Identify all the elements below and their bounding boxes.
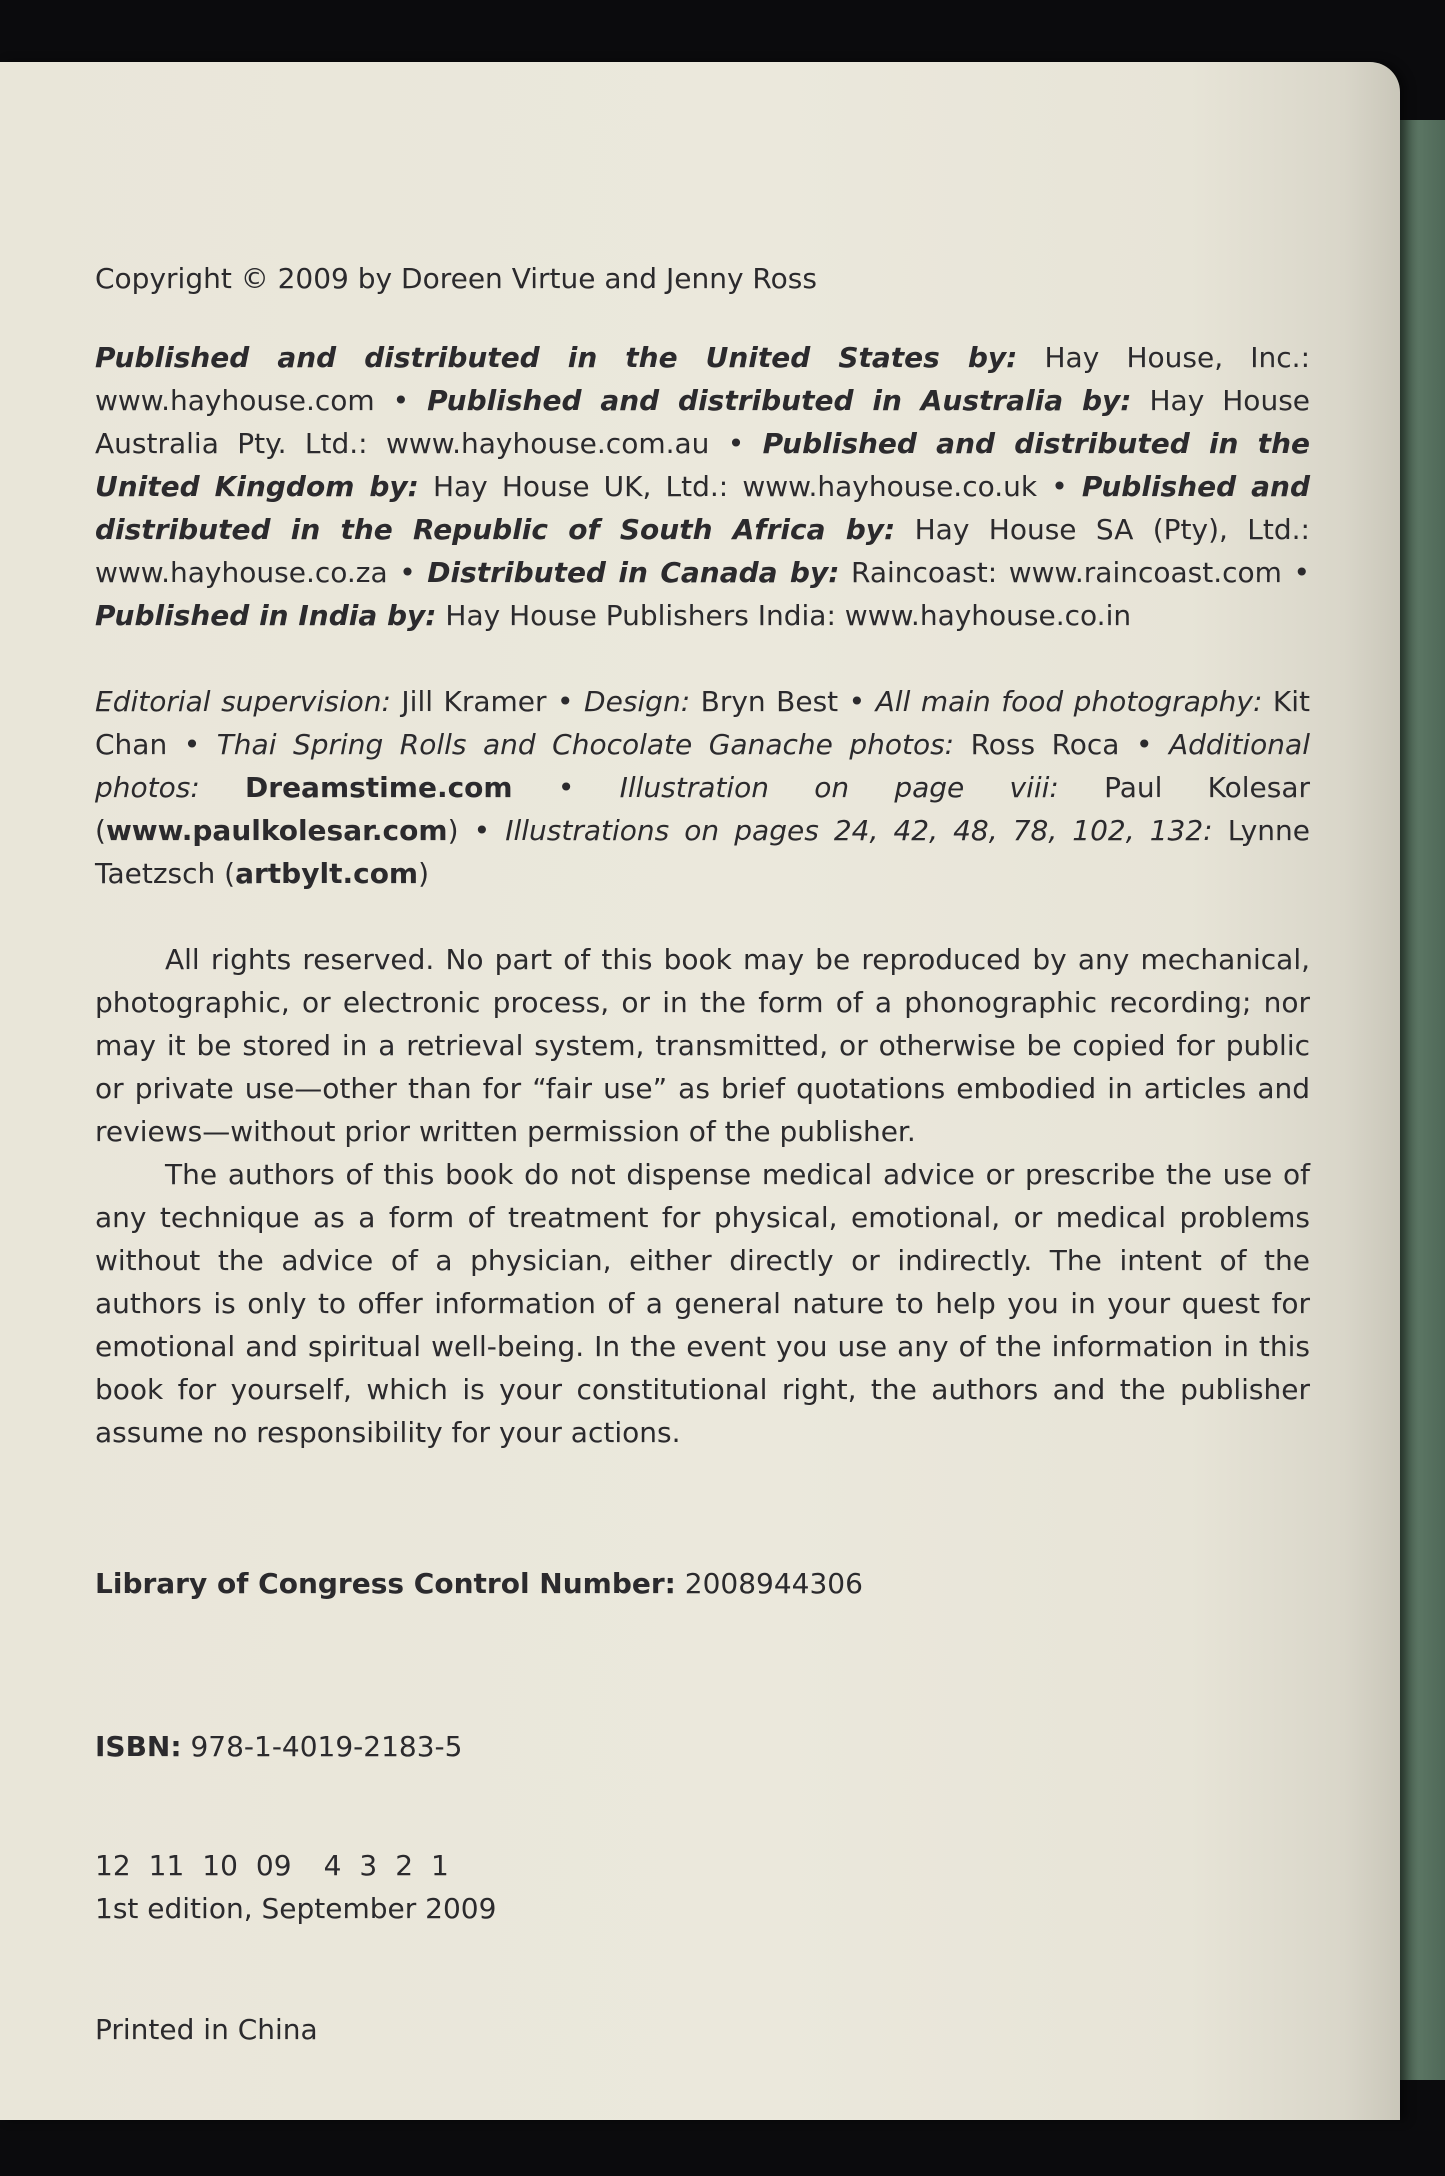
bullet: • <box>183 728 201 761</box>
isbn-line <box>95 1725 1310 1768</box>
editorial-label: Editorial supervision: <box>95 685 391 718</box>
edition-line: 1st edition, September 2009 <box>95 1892 497 1925</box>
year-number: 12 <box>95 1849 131 1882</box>
thai-photo-label: Thai Spring Rolls and Chocolate Ganache photos: <box>216 728 955 761</box>
distribution-paragraph <box>95 336 1310 637</box>
bullet: • <box>399 556 416 589</box>
printed-in-line: Printed in China <box>95 2013 318 2046</box>
us-value: Hay House, Inc.: www.hayhouse.com <box>95 341 1310 417</box>
copyright-line: Copyright © 2009 by Doreen Virtue and Jenny Ross <box>95 262 817 295</box>
loc-value: 2008944306 <box>675 1567 863 1600</box>
design-label: Design: <box>584 685 691 718</box>
za-value: Hay House SA (Pty), Ltd.: www.hayhouse.co.za <box>95 513 1310 589</box>
illustrations-link: artbylt.com <box>235 857 419 890</box>
impression-number: 1 <box>431 1849 449 1882</box>
bullet: • <box>557 771 575 804</box>
rights-paragraph: All rights reserved. No part of this book may be reproduced by any mechanical, photographic, or electronic process, or in the form of a phonographic recording; nor may it be stored in a retrieval system, transmitted, or otherwise be copied for public or private use—other than for “fair use” as brief quotations embodied in articles and reviews—without prior written permission of the publisher. <box>95 943 1310 1148</box>
au-label: Published and distributed in Australia by: <box>427 384 1132 417</box>
credits-paragraph <box>95 680 1310 895</box>
isbn-label: ISBN: <box>95 1730 182 1763</box>
illustration-label: Illustration on page viii: <box>619 771 1059 804</box>
spacer <box>95 1605 1310 1725</box>
isbn-value: 978-1-4019-2183-5 <box>181 1730 463 1763</box>
uk-label: Published and distributed in the United Kingdom by: <box>95 427 1310 503</box>
year-number: 10 <box>202 1849 238 1882</box>
copyright-page <box>0 62 1400 2120</box>
bullet: • <box>727 427 745 460</box>
illustrations-value: Lynne Taetzsch ( <box>95 814 1311 890</box>
food-photo-label: All main food photography: <box>875 685 1263 718</box>
additional-photo-value: Dreamstime.com <box>245 771 513 804</box>
ca-label: Distributed in Canada by: <box>427 556 840 589</box>
bullet: • <box>1135 728 1153 761</box>
design-value: Bryn Best <box>690 685 849 718</box>
bullet: • <box>1051 470 1068 503</box>
additional-photo-label: Additional photos: <box>95 728 1310 804</box>
thai-photo-value: Ross Roca <box>954 728 1136 761</box>
us-label: Published and distributed in the United States by: <box>95 341 1018 374</box>
illustrations-close: ) <box>418 857 430 890</box>
bullet: • <box>557 685 574 718</box>
year-number: 09 <box>255 1849 292 1882</box>
illustration-close: ) <box>447 814 474 847</box>
za-label: Published and distributed in the Republic of South Africa by: <box>95 470 1311 546</box>
in-value: Hay House Publishers India: www.hayhouse.co.in <box>436 599 1132 632</box>
illustration-value: Paul Kolesar ( <box>95 771 1310 847</box>
ca-value: Raincoast: www.raincoast.com <box>839 556 1294 589</box>
disclaimer-paragraph: The authors of this book do not dispense medical advice or prescribe the use of any technique as a form of treatment for physical, emotional, or medical problems without the advice of a physician, either directly or indirectly. The intent of the authors is only to offer information of a general nature to help you in your quest for emotional and spiritual well-being. In the event you use any of the information in this book for yourself, which is your constitutional right, the authors and the publisher assume no responsibility for your actions. <box>95 1158 1310 1449</box>
bullet: • <box>473 814 491 847</box>
in-label: Published in India by: <box>95 599 437 632</box>
spacer <box>95 1768 1310 1844</box>
impression-number: 3 <box>359 1849 378 1882</box>
bullet: • <box>848 685 866 718</box>
illustration-link: www.paulkolesar.com <box>105 814 448 847</box>
loc-label: Library of Congress Control Number: <box>95 1567 676 1600</box>
bullet: • <box>392 384 410 417</box>
loc-line <box>95 1562 1310 1605</box>
spacer <box>95 1454 1310 1562</box>
book-cover-edge <box>1395 120 1445 2080</box>
spacer <box>95 1930 1310 2008</box>
year-number: 11 <box>148 1849 185 1882</box>
impression-number: 4 <box>323 1849 342 1882</box>
impression-number: 2 <box>395 1849 414 1882</box>
bullet: • <box>1293 556 1310 589</box>
printing-numbers <box>95 1844 1310 1887</box>
au-value: Hay House Australia Pty. Ltd.: www.hayhouse.com.au <box>95 384 1311 460</box>
uk-value: Hay House UK, Ltd.: www.hayhouse.co.uk <box>418 470 1052 503</box>
page-content <box>95 257 1310 2051</box>
illustrations-label: Illustrations on pages 24, 42, 48, 78, 102, 132: <box>505 814 1213 847</box>
editorial-value: Jill Kramer <box>390 685 558 718</box>
food-photo-value: Kit Chan <box>95 685 1310 761</box>
